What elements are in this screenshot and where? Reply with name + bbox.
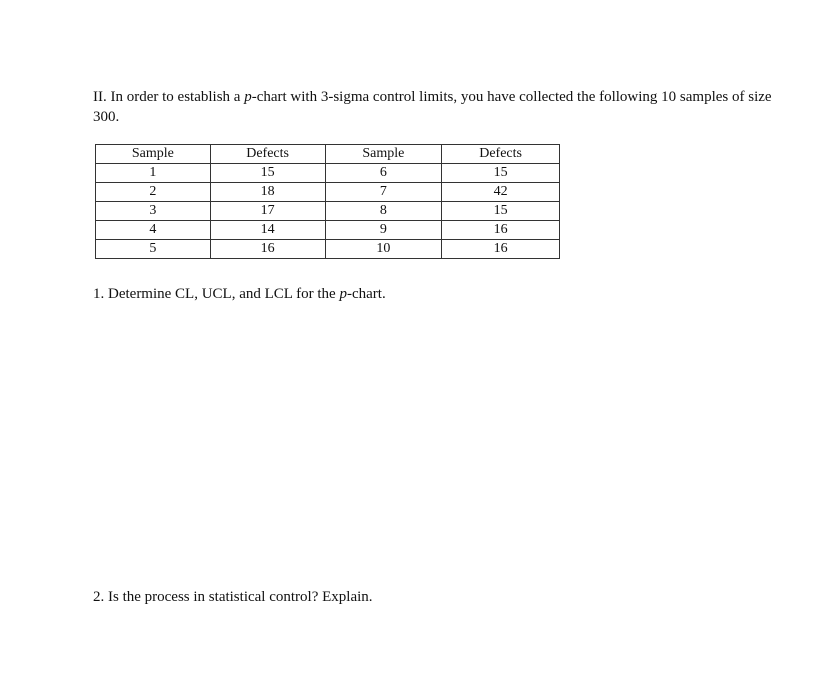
- defects-table: [95, 144, 560, 259]
- question-1: [93, 284, 386, 304]
- table-row: [96, 202, 560, 221]
- header-defects-right: Defects: [442, 145, 560, 164]
- table-cell: 4: [96, 221, 211, 240]
- table-cell: 15: [442, 202, 560, 221]
- table-cell: 3: [96, 202, 211, 221]
- problem-statement: [93, 87, 773, 127]
- table-row: [96, 221, 560, 240]
- table-cell: 15: [210, 164, 325, 183]
- table-cell: 16: [442, 221, 560, 240]
- problem-statement-suffix: -chart with 3-sigma control limits, you have collected the following 10 samples of size 300.: [93, 89, 772, 125]
- question-1-prefix: 1. Determine CL, UCL, and LCL for the: [93, 286, 340, 302]
- table-cell: 18: [210, 183, 325, 202]
- table-cell: 42: [442, 183, 560, 202]
- table-cell: 7: [325, 183, 442, 202]
- question-1-suffix: -chart.: [346, 286, 386, 302]
- table-cell: 16: [210, 240, 325, 259]
- problem-statement-prefix: II. In order to establish a: [93, 89, 245, 105]
- table-cell: 10: [325, 240, 442, 259]
- header-sample-right: Sample: [325, 145, 442, 164]
- table-cell: 5: [96, 240, 211, 259]
- p-term: p: [244, 89, 252, 105]
- table-row: [96, 183, 560, 202]
- table-cell: 2: [96, 183, 211, 202]
- table-cell: 6: [325, 164, 442, 183]
- header-defects-left: Defects: [210, 145, 325, 164]
- table-row: [96, 240, 560, 259]
- table-row: [96, 164, 560, 183]
- table-cell: 14: [210, 221, 325, 240]
- question-1-p-term: p: [339, 286, 347, 302]
- table-cell: 16: [442, 240, 560, 259]
- question-2: 2. Is the process in statistical control? Explain.: [93, 589, 373, 605]
- header-sample-left: Sample: [96, 145, 211, 164]
- table-cell: 9: [325, 221, 442, 240]
- table-cell: 1: [96, 164, 211, 183]
- table-cell: 15: [442, 164, 560, 183]
- table-cell: 8: [325, 202, 442, 221]
- table-cell: 17: [210, 202, 325, 221]
- table-header-row: [96, 145, 560, 164]
